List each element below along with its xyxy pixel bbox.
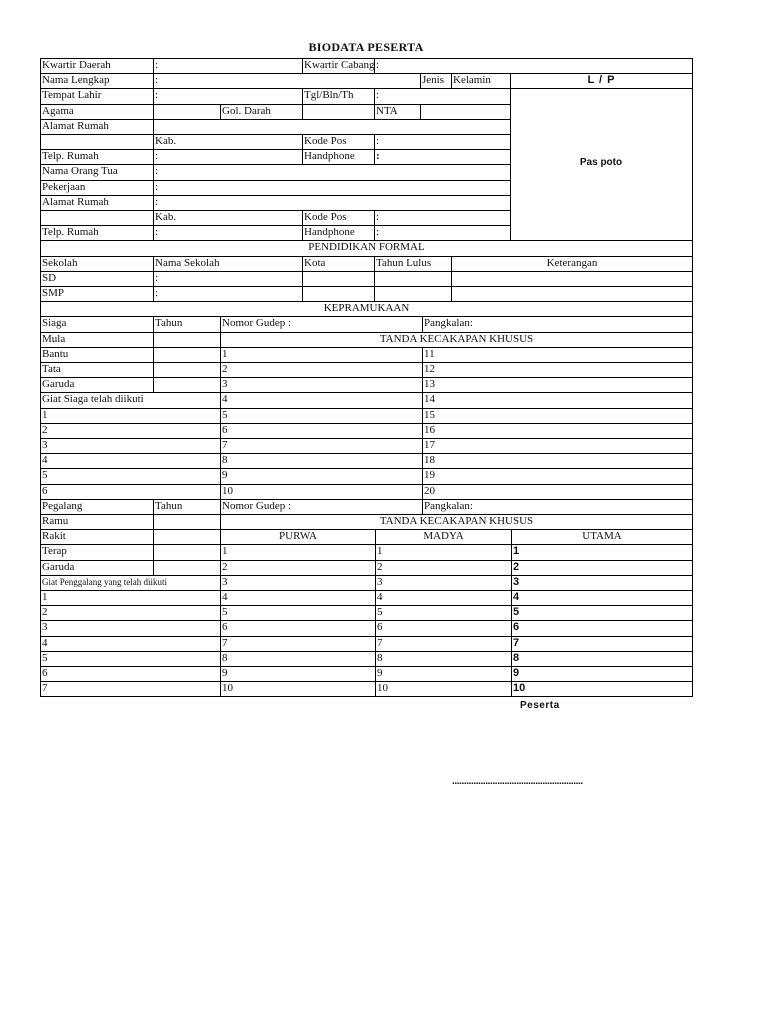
input-kwartir-daerah[interactable]: : <box>153 58 303 74</box>
edu-col-1: Nama Sekolah <box>153 256 303 272</box>
label-tempat-lahir: Tempat Lahir <box>40 88 154 104</box>
blank-cell <box>40 134 154 150</box>
input-edu-keterangan[interactable] <box>451 286 693 302</box>
label-siaga: Siaga <box>40 316 154 332</box>
input-edu-nama-sekolah[interactable]: : <box>153 271 303 287</box>
input-nama-lengkap[interactable]: : <box>153 73 421 89</box>
label-tgl-lahir: Tgl/Bln/Th <box>302 88 375 104</box>
tkk-madya-cell[interactable]: 10 <box>375 681 512 697</box>
input-siaga-level-tahun[interactable] <box>153 362 221 378</box>
photo-label: Pas poto <box>579 157 623 168</box>
label-penggalang-pangkalan: Pangkalan: <box>422 499 693 515</box>
label-siaga-gudep: Nomor Gudep : <box>220 316 423 332</box>
label-kwartir-daerah: Kwartir Daerah <box>40 58 154 74</box>
tkk-madya-cell[interactable]: 1 <box>375 544 512 560</box>
input-pekerjaan[interactable]: : <box>153 180 511 196</box>
penggalang-activity-row[interactable]: 6 <box>40 666 221 682</box>
penggalang-level: Garuda <box>40 560 154 576</box>
input-kode-pos-ortu[interactable]: : <box>374 210 511 226</box>
tkk-utama-cell[interactable]: 6 <box>511 620 693 636</box>
siaga-tkk-cell[interactable]: 9 <box>220 468 423 484</box>
penggalang-level: Rakit <box>40 529 154 545</box>
label-jenis: Jenis <box>420 73 452 89</box>
input-edu-kota[interactable] <box>302 286 375 302</box>
input-agama[interactable] <box>153 104 221 120</box>
input-handphone[interactable]: : <box>374 149 511 165</box>
penggalang-activity-row[interactable]: 1 <box>40 590 221 606</box>
label-kwartir-cabang: Kwartir Cabang <box>302 58 375 74</box>
input-alamat-rumah-ortu[interactable]: : <box>153 195 511 211</box>
siaga-tkk-cell[interactable]: 17 <box>422 438 693 454</box>
siaga-tkk-cell[interactable]: 11 <box>422 347 693 363</box>
tkk-utama-cell[interactable]: 9 <box>511 666 693 682</box>
siaga-activity-row[interactable]: 1 <box>40 408 221 424</box>
penggalang-level: Ramu <box>40 514 154 530</box>
input-siaga-level-tahun[interactable] <box>153 377 221 393</box>
tkk-purwa-cell[interactable]: 6 <box>220 620 376 636</box>
label-pekerjaan: Pekerjaan <box>40 180 154 196</box>
label-penggalang-tahun: Tahun <box>153 499 221 515</box>
input-gol-darah[interactable] <box>302 104 375 120</box>
siaga-tkk-cell[interactable]: 10 <box>220 484 423 500</box>
edu-row-label: SD <box>40 271 154 287</box>
signature-line: ....................................................... <box>452 776 583 787</box>
tkk-col-utama: UTAMA <box>511 529 693 545</box>
input-edu-keterangan[interactable] <box>451 271 693 287</box>
tkk-utama-cell[interactable]: 4 <box>511 590 693 606</box>
input-kwartir-cabang[interactable]: : <box>374 58 693 74</box>
tkk-purwa-cell[interactable]: 4 <box>220 590 376 606</box>
siaga-level: Bantu <box>40 347 154 363</box>
tkk-utama-cell[interactable]: 3 <box>511 575 693 591</box>
siaga-tkk-cell[interactable]: 6 <box>220 423 423 439</box>
siaga-tkk-cell[interactable]: 15 <box>422 408 693 424</box>
label-telp-rumah: Telp. Rumah <box>40 149 154 165</box>
input-tgl-lahir[interactable]: : <box>374 88 511 104</box>
label-handphone-ortu: Handphone <box>302 225 375 241</box>
signature-label: Peserta <box>520 700 560 711</box>
tkk-col-purwa: PURWA <box>220 529 376 545</box>
label-siaga-tahun: Tahun <box>153 316 221 332</box>
edu-row-label: SMP <box>40 286 154 302</box>
label-telp-rumah-ortu: Telp. Rumah <box>40 225 154 241</box>
section-pendidikan-formal: PENDIDIKAN FORMAL <box>40 240 693 256</box>
penggalang-activity-row[interactable]: 7 <box>40 681 221 697</box>
tkk-utama-cell[interactable]: 5 <box>511 605 693 621</box>
tkk-madya-cell[interactable]: 3 <box>375 575 512 591</box>
tkk-purwa-cell[interactable]: 1 <box>220 544 376 560</box>
label-kelamin: Kelamin <box>451 73 511 89</box>
input-penggalang-level-tahun[interactable] <box>153 529 221 545</box>
penggalang-activities-label: Giat Penggalang yang telah diikuti <box>40 575 221 591</box>
tkk-utama-cell[interactable]: 2 <box>511 560 693 576</box>
tkk-utama-cell[interactable]: 1 <box>511 544 693 560</box>
edu-col-3: Tahun Lulus <box>374 256 452 272</box>
penggalang-activity-row[interactable]: 3 <box>40 620 221 636</box>
blank-cell <box>40 210 154 226</box>
tkk-purwa-cell[interactable]: 7 <box>220 636 376 652</box>
edu-col-4: Keterangan <box>451 256 693 272</box>
siaga-tkk-cell[interactable]: 3 <box>220 377 423 393</box>
page-title: BIODATA PESERTA <box>308 40 424 54</box>
input-handphone-ortu[interactable]: : <box>374 225 511 241</box>
edu-col-0: Sekolah <box>40 256 154 272</box>
siaga-tkk-cell[interactable]: 19 <box>422 468 693 484</box>
label-alamat-rumah: Alamat Rumah <box>40 119 154 135</box>
tkk-madya-cell[interactable]: 2 <box>375 560 512 576</box>
tkk-madya-cell[interactable]: 4 <box>375 590 512 606</box>
siaga-activities-label: Giat Siaga telah diikuti <box>40 392 221 408</box>
tkk-purwa-cell[interactable]: 5 <box>220 605 376 621</box>
siaga-tkk-cell[interactable]: 4 <box>220 392 423 408</box>
input-siaga-level-tahun[interactable] <box>153 332 221 348</box>
input-edu-nama-sekolah[interactable]: : <box>153 286 303 302</box>
input-tempat-lahir[interactable]: : <box>153 88 303 104</box>
label-kode-pos-ortu: Kode Pos <box>302 210 375 226</box>
siaga-tkk-cell[interactable]: 13 <box>422 377 693 393</box>
siaga-tkk-cell[interactable]: 20 <box>422 484 693 500</box>
siaga-activity-row[interactable]: 6 <box>40 484 221 500</box>
tkk-purwa-cell[interactable]: 10 <box>220 681 376 697</box>
label-nta: NTA <box>374 104 421 120</box>
input-siaga-level-tahun[interactable] <box>153 347 221 363</box>
label-kab-ortu: Kab. <box>153 210 303 226</box>
siaga-level: Tata <box>40 362 154 378</box>
label-penggalang-gudep: Nomor Gudep : <box>220 499 423 515</box>
input-telp-rumah-ortu[interactable]: : <box>153 225 303 241</box>
tkk-purwa-cell[interactable]: 9 <box>220 666 376 682</box>
siaga-tkk-cell[interactable]: 7 <box>220 438 423 454</box>
tkk-madya-cell[interactable]: 9 <box>375 666 512 682</box>
section-kepramukaan: KEPRAMUKAAN <box>40 301 693 317</box>
input-kode-pos[interactable]: : <box>374 134 511 150</box>
label-penggalang: Pegalang <box>40 499 154 515</box>
siaga-tkk-cell[interactable]: 16 <box>422 423 693 439</box>
label-nama-orang-tua: Nama Orang Tua <box>40 164 154 180</box>
label-alamat-rumah-ortu: Alamat Rumah <box>40 195 154 211</box>
penggalang-activity-row[interactable]: 5 <box>40 651 221 667</box>
siaga-tkk-cell[interactable]: 18 <box>422 453 693 469</box>
label-siaga-pangkalan: Pangkalan: <box>422 316 693 332</box>
tkk-purwa-cell[interactable]: 2 <box>220 560 376 576</box>
tkk-madya-cell[interactable]: 8 <box>375 651 512 667</box>
label-gol-darah: Gol. Darah <box>220 104 303 120</box>
siaga-tkk-cell[interactable]: 12 <box>422 362 693 378</box>
siaga-activity-row[interactable]: 3 <box>40 438 221 454</box>
siaga-activity-row[interactable]: 2 <box>40 423 221 439</box>
tkk-utama-cell[interactable]: 7 <box>511 636 693 652</box>
label-kab: Kab. <box>153 134 303 150</box>
tkk-utama-cell[interactable]: 8 <box>511 651 693 667</box>
gender-options[interactable]: L / P <box>510 73 693 89</box>
siaga-activity-row[interactable]: 4 <box>40 453 221 469</box>
siaga-activity-row[interactable]: 5 <box>40 468 221 484</box>
siaga-tkk-cell[interactable]: 2 <box>220 362 423 378</box>
tkk-madya-cell[interactable]: 7 <box>375 636 512 652</box>
penggalang-activity-row[interactable]: 2 <box>40 605 221 621</box>
tkk-utama-cell[interactable]: 10 <box>511 681 693 697</box>
siaga-level: Garuda <box>40 377 154 393</box>
tkk-madya-cell[interactable]: 6 <box>375 620 512 636</box>
siaga-tkk-cell[interactable]: 14 <box>422 392 693 408</box>
input-edu-kota[interactable] <box>302 271 375 287</box>
siaga-level: Mula <box>40 332 154 348</box>
edu-col-2: Kota <box>302 256 375 272</box>
input-alamat-rumah[interactable] <box>153 119 511 135</box>
tkk-purwa-cell[interactable]: 8 <box>220 651 376 667</box>
label-nama-lengkap: Nama Lengkap <box>40 73 154 89</box>
siaga-tkk-header: TANDA KECAKAPAN KHUSUS <box>220 332 693 348</box>
input-nta[interactable] <box>420 104 511 120</box>
penggalang-tkk-header: TANDA KECAKAPAN KHUSUS <box>220 514 693 530</box>
siaga-tkk-cell[interactable]: 1 <box>220 347 423 363</box>
penggalang-level: Terap <box>40 544 154 560</box>
input-edu-tahun-lulus[interactable] <box>374 271 452 287</box>
siaga-tkk-cell[interactable]: 5 <box>220 408 423 424</box>
input-penggalang-level-tahun[interactable] <box>153 514 221 530</box>
tkk-madya-cell[interactable]: 5 <box>375 605 512 621</box>
input-nama-orang-tua[interactable]: : <box>153 164 511 180</box>
input-telp-rumah[interactable]: : <box>153 149 303 165</box>
input-edu-tahun-lulus[interactable] <box>374 286 452 302</box>
label-kode-pos: Kode Pos <box>302 134 375 150</box>
input-penggalang-level-tahun[interactable] <box>153 544 221 560</box>
penggalang-activity-row[interactable]: 4 <box>40 636 221 652</box>
siaga-tkk-cell[interactable]: 8 <box>220 453 423 469</box>
tkk-col-madya: MADYA <box>375 529 512 545</box>
label-agama: Agama <box>40 104 154 120</box>
input-penggalang-level-tahun[interactable] <box>153 560 221 576</box>
tkk-purwa-cell[interactable]: 3 <box>220 575 376 591</box>
label-handphone: Handphone <box>302 149 375 165</box>
